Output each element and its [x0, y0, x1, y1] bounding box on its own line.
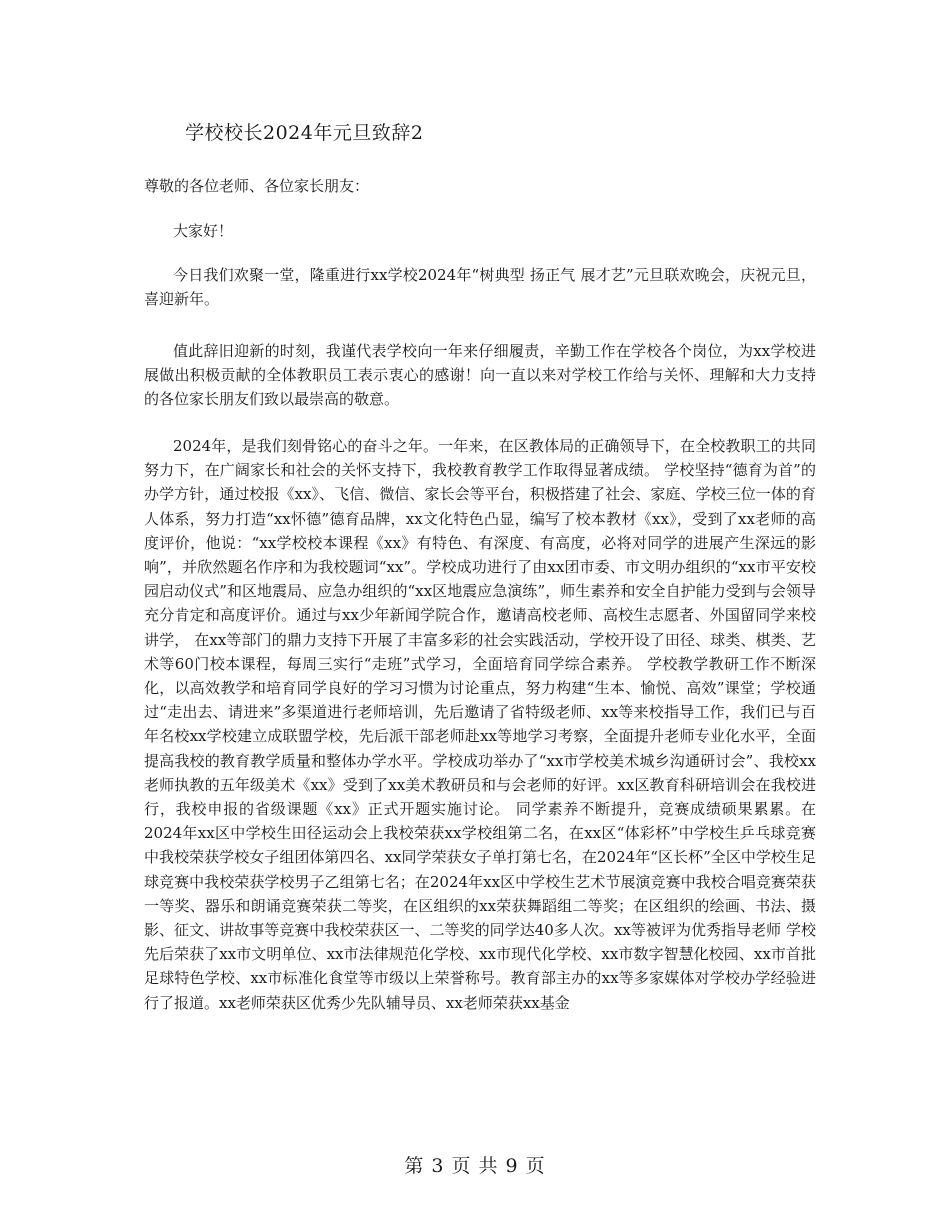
greeting: 大家好！	[173, 222, 234, 240]
paragraph: 今日我们欢聚一堂，隆重进行xx学校2024年“树典型 扬正气 展才艺”元旦联欢晚会，庆祝元旦，喜迎新年。	[144, 266, 816, 309]
salutation: 尊敬的各位老师、各位家长朋友：	[144, 177, 370, 195]
paragraph: 值此辞旧迎新的时刻，我谨代表学校向一年来仔细履责，辛勤工作在学校各个岗位，为xx学校进展做出积极贡献的全体教职员工表示衷心的感谢！向一直以来对学校工作给与关怀、理解和大力支持的各位家长朋友们致以最崇高的敬意。	[144, 342, 816, 409]
page-indicator: 第 3 页 共 9 页	[404, 1155, 546, 1177]
paragraph: 2024年，是我们刻骨铭心的奋斗之年。一年来，在区教体局的正确领导下，在全校教职工的共同努力下，在广阔家长和社会的关怀支持下，我校教育教学工作取得显著成绩。 学校坚持“德育为首”的办学方针，通过校报《xx》、飞信、微信、家长会等平台，积极搭建了社会、家庭、学校三位一体的育人体系，努力打造“xx怀德”德育品牌，xx文化特色凸显，编写了校本教材《xx》，受到了xx老师的高度评价，他说：“xx学校校本课程《xx》有特色、有深度、有高度，必将对同学的进展产生深远的影响”，并欣然题名作序和为我校题词“xx”。学校成功进行了由xx团市委、市文明办组织的“xx市平安校园启动仪式”和区地震局、应急办组织的“xx区地震应急演练”，师生素养和安全自护能力受到与会领导充分肯定和高度评价。通过与xx少年新闻学院合作，邀请高校老师、高校生志愿者、外国留同学来校讲学， 在xx等部门的鼎力支持下开展了丰富多彩的社会实践活动，学校开设了田径、球类、棋类、艺术等60门校本课程，每周三实行“走班”式学习，全面培育同学综合素养。 学校教学教研工作不断深化，以高效教学和培育同学良好的学习习惯为讨论重点，努力构建“生本、愉悦、高效”课堂；学校通过“走出去、请进来”多渠道进行老师培训，先后邀请了省特级老师、xx等来校指导工作，我们已与百年名校xx学校建立成联盟学校，先后派干部老师赴xx等地学习考察，全面提升老师专业化水平，全面提高我校的教育教学质量和整体办学水平。学校成功举办了“xx市学校美术城乡沟通研讨会”、我校xx老师执教的五年级美术《xx》受到了xx美术教研员和与会老师的好评。xx区教育科研培训会在我校进行，我校申报的省级课题《xx》正式开题实施讨论。 同学素养不断提升，竞赛成绩硕果累累。在2024年xx区中学校生田径运动会上我校荣获xx学校组第二名，在xx区“体彩杯”中学校生乒乓球竞赛中我校荣获学校女子组团体第四名、xx同学荣获女子单打第七名，在2024年“区长杯”全区中学校生足球竞赛中我校荣获学校男子乙组第七名；在2024年xx区中学校生艺术节展演竞赛中我校合唱竞赛荣获一等奖、器乐和朗诵竞赛荣获二等奖，在区组织的xx荣获舞蹈组二等奖；在区组织的绘画、书法、摄影、征文、讲故事等竞赛中我校荣获区一、二等奖的同学达40多人次。xx等被评为优秀指导老师 学校先后荣获了xx市文明单位、xx市法律规范化学校、xx市现代化学校、xx市数字智慧化校园、xx市首批足球特色学校、xx市标准化食堂等市级以上荣誉称号。教育部主办的xx等多家媒体对学校办学经验进行了报道。xx老师荣获区优秀少先队辅导员、xx老师荣获xx基金	[144, 437, 816, 1012]
document-title: 学校校长2024年元旦致辞2	[185, 122, 424, 144]
